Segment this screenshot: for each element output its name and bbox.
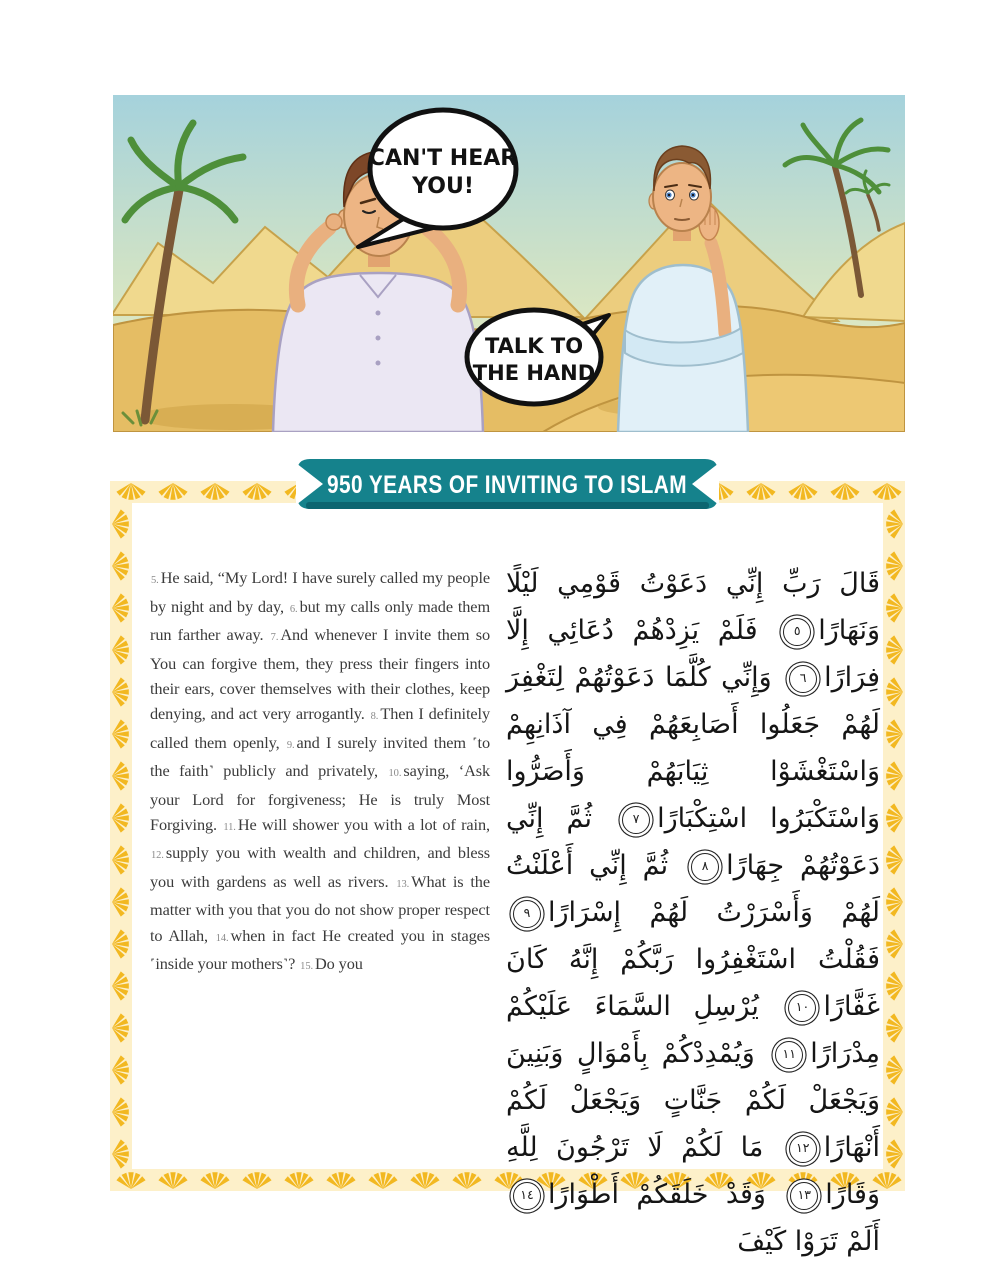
- arabic-verse-text: وَيُمْدِدْكُمْ بِأَمْوَالٍ وَبَنِينَ وَيَجْعَلْ لَكُمْ جَنَّاتٍ وَيَجْعَلْ لَكُمْ أَنْهَارًا: [506, 1038, 880, 1163]
- verse-text: Do you: [315, 953, 363, 973]
- verse-text: when in fact He created you in stages ˹inside your mothers˺?: [150, 925, 490, 973]
- ayah-end-marker: ١٠: [788, 994, 816, 1022]
- bubble2-line1: TALK TO: [484, 334, 584, 358]
- arabic-verse-text: ثُمَّ إِنِّي دَعَوْتُهُمْ جِهَارًا: [506, 803, 880, 881]
- decorative-border-right: [883, 503, 905, 1169]
- ayah-end-marker: ٧: [622, 806, 650, 834]
- verse-text: And whenever I invite them so You can forgive them, they press their fingers into their ears, cover themselves with their clothes, keep denying, and act very arrogantly.: [150, 625, 490, 724]
- translation-column: [150, 565, 490, 979]
- ayah-end-marker: ١٣: [790, 1182, 818, 1210]
- verse-text: but my calls only made them run farther away.: [150, 596, 491, 645]
- verse-number: 15.: [300, 960, 313, 972]
- verse-number: 11.: [223, 821, 236, 833]
- banner-label: 950 YEARS OF INVITING TO ISLAM: [327, 471, 687, 499]
- ayah-end-marker: ١٢: [789, 1135, 817, 1163]
- bubble1-line1: CAN'T HEAR: [368, 146, 518, 171]
- ayah-end-marker: ١٤: [513, 1182, 541, 1210]
- arabic-verse-text: فَلَمْ يَزِدْهُمْ دُعَائِي إِلَّا فِرَارًا: [506, 615, 880, 693]
- verse-number: 14.: [215, 932, 229, 944]
- verse-text: He will shower you with a lot of rain,: [237, 814, 490, 834]
- arabic-verse-text: وَقَدْ خَلَقَكُمْ أَطْوَارًا: [548, 1179, 766, 1210]
- verse-text: He said, “My Lord! I have surely called my people by night and by day,: [150, 568, 490, 616]
- arabic-verse-text: ثُمَّ إِنِّي أَعْلَنْتُ لَهُمْ وَأَسْرَرْتُ لَهُمْ إِسْرَارًا: [506, 850, 880, 928]
- verse-text: What is the matter with you that you do not show proper respect to Allah,: [150, 871, 490, 945]
- section-banner: [296, 458, 719, 510]
- ayah-end-marker: ١١: [775, 1041, 803, 1069]
- verse-number: 9.: [286, 739, 295, 751]
- arabic-column: [506, 560, 880, 1265]
- verse-text: supply you with wealth and children, and bless you with gardens as well as rivers.: [150, 843, 490, 891]
- ayah-end-marker: ٦: [789, 665, 817, 693]
- arabic-verse-text: فَقُلْتُ اسْتَغْفِرُوا رَبَّكُمْ إِنَّهُ كَانَ غَفَّارًا: [506, 944, 880, 1022]
- verse-number: 5.: [151, 575, 159, 587]
- verse-number: 7.: [270, 632, 279, 644]
- decorative-border-left: [110, 503, 132, 1169]
- verse-number: 13.: [396, 878, 410, 890]
- passage-inner: [132, 503, 883, 1257]
- verse-text: saying, ‘Ask your Lord for forgiveness; He is truly Most Forgiving.: [150, 761, 491, 834]
- arabic-verse-text: مَا لَكُمْ لَا تَرْجُونَ لِلَّهِ وَقَارًا: [506, 1132, 880, 1210]
- verse-number: 12.: [151, 850, 164, 862]
- arabic-verse-text: قَالَ رَبِّ إِنِّي دَعَوْتُ قَوْمِي لَيْلًا وَنَهَارًا: [506, 568, 880, 646]
- arabic-verse-text: وَإِنِّي كُلَّمَا دَعَوْتُهُمْ لِتَغْفِرَ لَهُمْ جَعَلُوا أَصَابِعَهُمْ فِي آذَانِهِمْ وَاسْتَغْشَوْا ثِيَابَهُمْ وَأَصَرُّوا وَاسْتَكْبَرُوا اسْتِكْبَارًا: [506, 662, 880, 834]
- verse-text: and I surely invited them ˹to the faith˺ publicly and privately,: [150, 732, 490, 781]
- ayah-end-marker: ٩: [513, 900, 541, 928]
- banner-ribbon-shadow: [306, 502, 709, 509]
- ayah-end-marker: ٨: [691, 853, 719, 881]
- verse-number: 10.: [388, 768, 402, 780]
- ayah-end-marker: ٥: [783, 618, 811, 646]
- arabic-verse-text: يُرْسِلِ السَّمَاءَ عَلَيْكُمْ مِدْرَارًا: [506, 991, 880, 1069]
- bubble2-line2: THE HAND: [472, 361, 596, 385]
- bubble1-line2: YOU!: [412, 174, 474, 199]
- passage-box: [110, 481, 905, 1257]
- verse-number: 6.: [289, 603, 298, 615]
- arabic-verse-text: أَلَمْ تَرَوْا كَيْفَ: [737, 1226, 880, 1257]
- verse-number: 8.: [370, 711, 379, 723]
- verse-text: Then I definitely called them openly,: [150, 704, 490, 752]
- desert-cartoon-illustration: [113, 95, 905, 432]
